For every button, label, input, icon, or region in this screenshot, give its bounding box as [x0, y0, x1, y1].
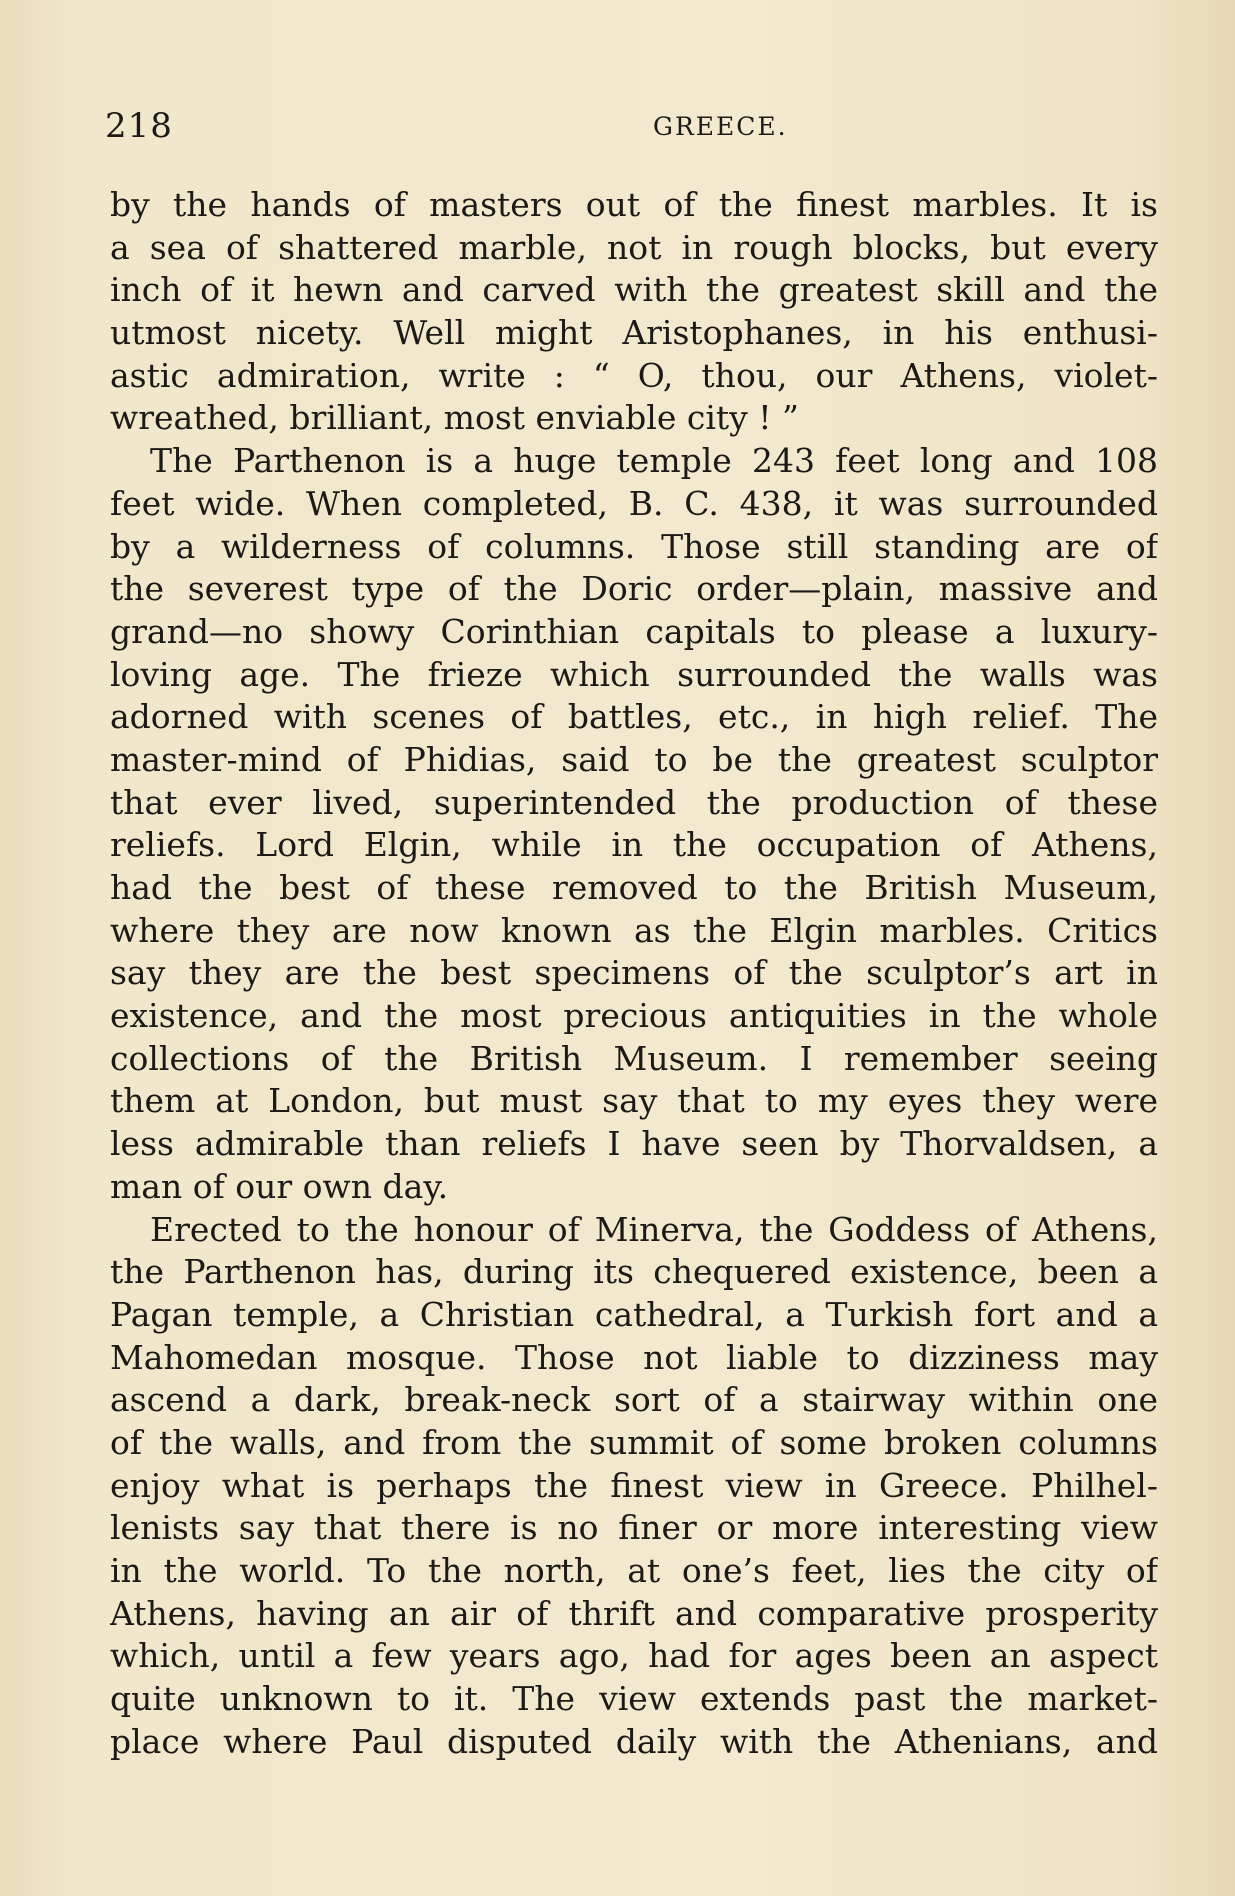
text-line: of the walls, and from the summit of some broken columns: [110, 1422, 1158, 1462]
text-line: Erected to the honour of Minerva, the Goddess of Athens,: [150, 1209, 1158, 1249]
text-line: enjoy what is perhaps the finest view in Greece. Philhel-: [110, 1465, 1158, 1505]
text-line: ascend a dark, break-neck sort of a stairway within one: [110, 1380, 1158, 1420]
text-line: the severest type of the Doric order—plain, massive and: [110, 569, 1158, 609]
body-text: [110, 184, 1158, 1763]
text-line: in the world. To the north, at one’s feet, lies the city of: [110, 1551, 1158, 1590]
text-line: reliefs. Lord Elgin, while in the occupation of Athens,: [110, 825, 1158, 865]
text-line: Pagan temple, a Christian cathedral, a Turkish fort and a: [110, 1294, 1158, 1334]
text-line: them at London, but must say that to my eyes they were: [110, 1081, 1158, 1121]
text-line: utmost nicety. Well might Aristophanes, in his enthusi-: [110, 313, 1158, 353]
text-line: Athens, having an air of thrift and comparative prosperity: [110, 1593, 1158, 1633]
text-line: master-mind of Phidias, said to be the greatest sculptor: [110, 739, 1158, 779]
text-line: place where Paul disputed daily with the Athenians, and: [110, 1721, 1158, 1761]
text-line: the Parthenon has, during its chequered existence, been a: [110, 1252, 1158, 1292]
text-line: existence, and the most precious antiquities in the whole: [110, 996, 1158, 1036]
text-line: by a wilderness of columns. Those still standing are of: [110, 526, 1158, 566]
text-line: grand—no showy Corinthian capitals to please a luxury-: [110, 611, 1158, 651]
text-line: lenists say that there is no finer or more interesting view: [110, 1508, 1158, 1548]
page-number: 218: [105, 106, 173, 146]
text-line: loving age. The frieze which surrounded the walls was: [110, 654, 1158, 694]
running-head: GREECE.: [653, 112, 788, 141]
text-line: had the best of these removed to the British Museum,: [110, 868, 1158, 907]
text-line: by the hands of masters out of the finest marbles. It is: [110, 185, 1158, 224]
text-line: feet wide. When completed, B. C. 438, it was surrounded: [110, 483, 1158, 523]
text-line: a sea of shattered marble, not in rough blocks, but every: [110, 227, 1158, 267]
text-line: where they are now known as the Elgin marbles. Critics: [110, 910, 1158, 950]
text-line: quite unknown to it. The view extends past the market-: [110, 1679, 1158, 1719]
text-line: which, until a few years ago, had for ages been an aspect: [110, 1636, 1158, 1676]
text-line: inch of it hewn and carved with the greatest skill and the: [110, 270, 1158, 310]
text-line: man of our own day.: [110, 1166, 449, 1206]
text-line: wreathed, brilliant, most enviable city ! ”: [110, 398, 799, 438]
text-line: that ever lived, superintended the production of these: [110, 782, 1158, 822]
text-line: collections of the British Museum. I remember seeing: [110, 1038, 1158, 1078]
text-line: The Parthenon is a huge temple 243 feet long and 108: [150, 441, 1158, 481]
page-header: [105, 106, 1165, 150]
text-line: less admirable than reliefs I have seen by Thorvaldsen, a: [110, 1124, 1158, 1164]
text-line: adorned with scenes of battles, etc., in high relief. The: [110, 697, 1158, 737]
text-line: astic admiration, write : “ O, thou, our Athens, violet-: [110, 355, 1158, 395]
text-line: say they are the best specimens of the sculptor’s art in: [110, 953, 1158, 993]
text-line: Mahomedan mosque. Those not liable to dizziness may: [110, 1337, 1158, 1377]
